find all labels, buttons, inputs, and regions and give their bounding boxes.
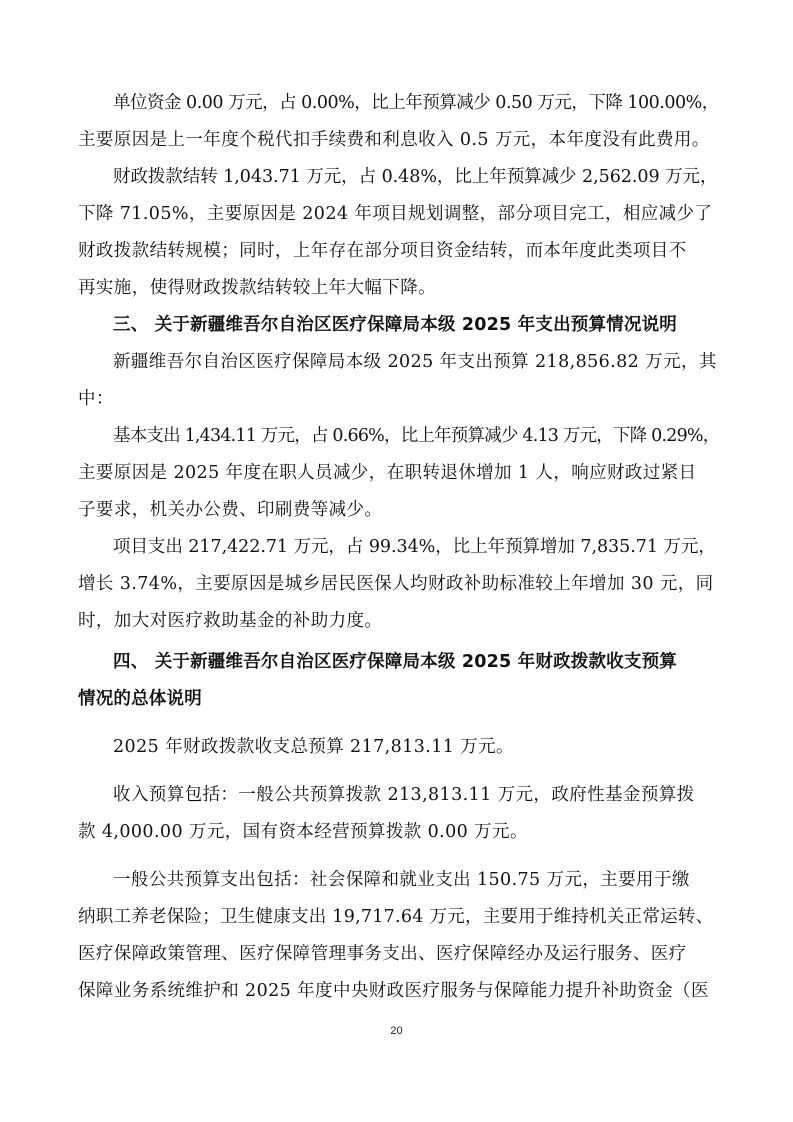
text-line: 再实施，使得财政拨款结转较上年大幅下降。 (78, 278, 436, 298)
text-line: 主要原因是 2025 年度在职人员减少，在职转退休增加 1 人，响应财政过紧日 (78, 463, 697, 483)
text-line: 主要原因是上一年度个税代扣手续费和利息收入 0.5 万元，本年度没有此费用。 (78, 130, 710, 150)
text-line: 财政拨款结转规模；同时，上年存在部分项目资金结转，而本年度此类项目不 (78, 241, 687, 261)
text-line: 纳职工养老保险；卫生健康支出 19,717.64 万元，主要用于维持机关正常运转、 (78, 907, 714, 927)
text-line: 基本支出 1,434.11 万元，占 0.66%，比上年预算减少 4.13 万元，下降 0.29%， (113, 426, 720, 446)
text-line: 下降 71.05%，主要原因是 2024 年项目规划调整，部分项目完工，相应减少了 (78, 204, 713, 224)
text-line: 财政拨款结转 1,043.71 万元，占 0.48%，比上年预算减少 2,562.09 万元， (113, 167, 718, 187)
text-line: 新疆维吾尔自治区医疗保障局本级 2025 年支出预算 218,856.82 万元，其 (113, 352, 717, 372)
text-line: 子要求，机关办公费、印刷费等减少。 (78, 500, 383, 520)
text-line: 医疗保障政策管理、医疗保障管理事务支出、医疗保障经办及运行服务、医疗 (78, 944, 687, 964)
text-line: 2025 年财政拨款收支总预算 217,813.11 万元。 (113, 737, 514, 757)
text-line: 款 4,000.00 万元，国有资本经营预算拨款 0.00 万元。 (78, 822, 528, 842)
section-heading: 三、 关于新疆维吾尔自治区医疗保障局本级 2025 年支出预算情况说明 (113, 315, 677, 335)
section-heading-continuation: 情况的总体说明 (78, 689, 202, 709)
text-line: 单位资金 0.00 万元，占 0.00%，比上年预算减少 0.50 万元，下降 100.00%， (113, 93, 719, 113)
text-line: 一般公共预算支出包括：社会保障和就业支出 150.75 万元，主要用于缴 (113, 870, 690, 890)
text-line: 时，加大对医疗救助基金的补助力度。 (78, 611, 383, 631)
text-line: 保障业务系统维护和 2025 年度中央财政医疗服务与保障能力提升补助资金（医 (78, 981, 709, 1001)
text-line: 中： (78, 389, 114, 409)
section-heading: 四、 关于新疆维吾尔自治区医疗保障局本级 2025 年财政拨款收支预算 (113, 652, 677, 672)
text-line: 项目支出 217,422.71 万元，占 99.34%，比上年预算增加 7,835.71 万元， (113, 537, 716, 557)
text-line: 增长 3.74%，主要原因是城乡居民医保人均财政补助标准较上年增加 30 元，同 (78, 574, 714, 594)
text-line: 收入预算包括：一般公共预算拨款 213,813.11 万元，政府性基金预算拨 (113, 785, 695, 805)
page-number: 20 (390, 1025, 403, 1037)
